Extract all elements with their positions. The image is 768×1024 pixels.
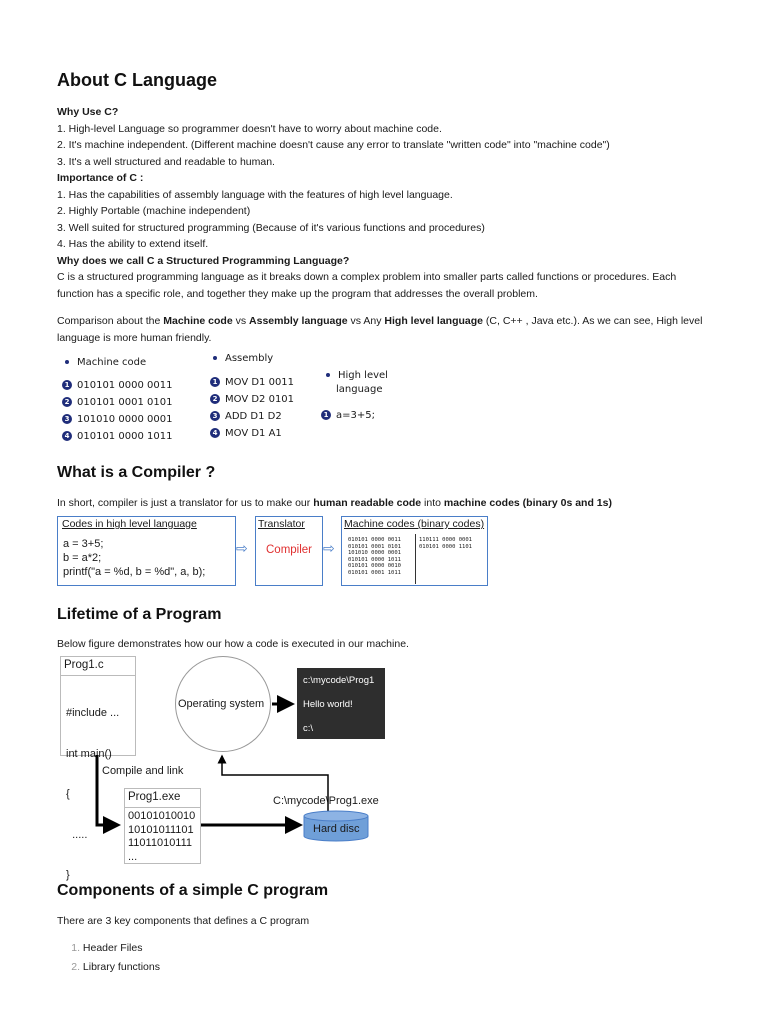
components-list (57, 939, 160, 977)
executable-binary-lines: 00101010010 10101011101 11011010111 ... (128, 810, 196, 863)
disc-to-os-arrow (222, 756, 328, 811)
assembly-row: 2 MOV D2 0101 (210, 391, 294, 408)
number-1-icon: 1 (210, 377, 220, 387)
number-1-icon: 1 (321, 410, 331, 420)
importance-item: 4. Has the ability to extend itself. (57, 238, 209, 250)
importance-item: 3. Well suited for structured programming (Because of it's various functions and procedures) (57, 221, 485, 234)
machine-codes-left: 010101 0000 0011 010101 0001 0101 101010 0000 0001 010101 0000 1011 010101 0000 0010 010101 0001 1011 (348, 537, 401, 576)
machine-code-row: 2 010101 0001 0101 (62, 394, 172, 411)
assembly-label-row: Assembly (213, 350, 273, 367)
translator-title: Translator (258, 518, 305, 530)
operating-system-label: Operating system (178, 698, 265, 710)
comparison-paragraph: Comparison about the Machine code vs Assembly language vs Any High level language (C, C++ , Java etc.). As we can see, High level language is more human friendly. (57, 315, 703, 344)
number-4-icon: 4 (210, 428, 220, 438)
source-file-name: Prog1.c (64, 659, 104, 671)
components-intro: There are 3 key components that defines a C program (57, 915, 310, 927)
right-arrow-icon: ⇨ (323, 540, 335, 556)
lifetime-intro: Below figure demonstrates how our how a code is executed in our machine. (57, 638, 409, 650)
number-3-icon: 3 (210, 411, 220, 421)
high-level-code-lines: a = 3+5; b = a*2; printf("a = %d, b = %d", a, b); (63, 538, 206, 578)
machine-code-row: 4 010101 0000 1011 (62, 428, 172, 445)
high-level-label: High level language (326, 369, 388, 397)
assembly-row: 4 MOV D1 A1 (210, 425, 294, 442)
compile-and-link-label: Compile and link (102, 765, 184, 777)
importance-heading: Importance of C : (57, 172, 144, 184)
machine-code-row: 3 101010 0000 0001 (62, 411, 172, 428)
number-1-icon: 1 (62, 380, 72, 390)
structured-text: C is a structured programming language as it breaks down a complex problem into smaller parts called functions or procedures. Each function has a specific role, and together they make up the program that addresses the overall problem. (57, 271, 677, 300)
high-level-code-title: Codes in high level language (62, 518, 197, 530)
number-4-icon: 4 (62, 431, 72, 441)
assembly-row: 3 ADD D1 D2 (210, 408, 294, 425)
why-use-item: 3. It's a well structured and readable to human. (57, 155, 275, 168)
machine-codes-title: Machine codes (binary codes) (344, 518, 485, 530)
page-title: About C Language (57, 70, 217, 90)
components-heading: Components of a simple C program (57, 882, 329, 899)
why-use-item: 1. High-level Language so programmer doesn't have to worry about machine code. (57, 122, 442, 135)
executable-name: Prog1.exe (128, 791, 181, 803)
why-use-heading: Why Use C? (57, 106, 119, 118)
compiler-intro: In short, compiler is just a translator for us to make our human readable code into machine codes (binary 0s and 1s) (57, 497, 612, 509)
machine-code-label-row: Machine code (65, 354, 146, 371)
number-2-icon: 2 (62, 397, 72, 407)
compiler-label: Compiler (266, 544, 313, 556)
compile-arrow (97, 755, 118, 825)
machine-codes-right: 110111 0000 0001 010101 0000 1101 (419, 537, 472, 550)
why-use-item: 2. It's machine independent. (Different machine doesn't cause any error to translate "written code" into "machine code") (57, 139, 610, 151)
compiler-heading: What is a Compiler ? (57, 464, 216, 481)
terminal-window: c:\mycode\Prog1 Hello world! c:\ (297, 668, 385, 739)
right-arrow-icon: ⇨ (236, 540, 248, 556)
machine-code-row: 1 010101 0000 0011 (62, 377, 172, 394)
source-code-lines: #include ... int main() { ..... } (66, 707, 120, 881)
assembly-row: 1 MOV D1 0011 (210, 374, 294, 391)
executable-path-label: C:\mycode\Prog1.exe (273, 795, 379, 807)
importance-item: 1. Has the capabilities of assembly language with the features of high level language. (57, 188, 453, 201)
importance-item: 2. Highly Portable (machine independent) (57, 205, 251, 217)
lifetime-heading: Lifetime of a Program (57, 606, 222, 623)
number-3-icon: 3 (62, 414, 72, 424)
list-item: 1. Header Files (71, 942, 143, 954)
list-item: 2. Library functions (71, 961, 160, 973)
structured-heading: Why does we call C a Structured Programming Language? (57, 254, 350, 267)
number-2-icon: 2 (210, 394, 220, 404)
high-level-row: 1 a=3+5; (321, 407, 375, 424)
hard-disc-label: Hard disc (313, 823, 360, 835)
